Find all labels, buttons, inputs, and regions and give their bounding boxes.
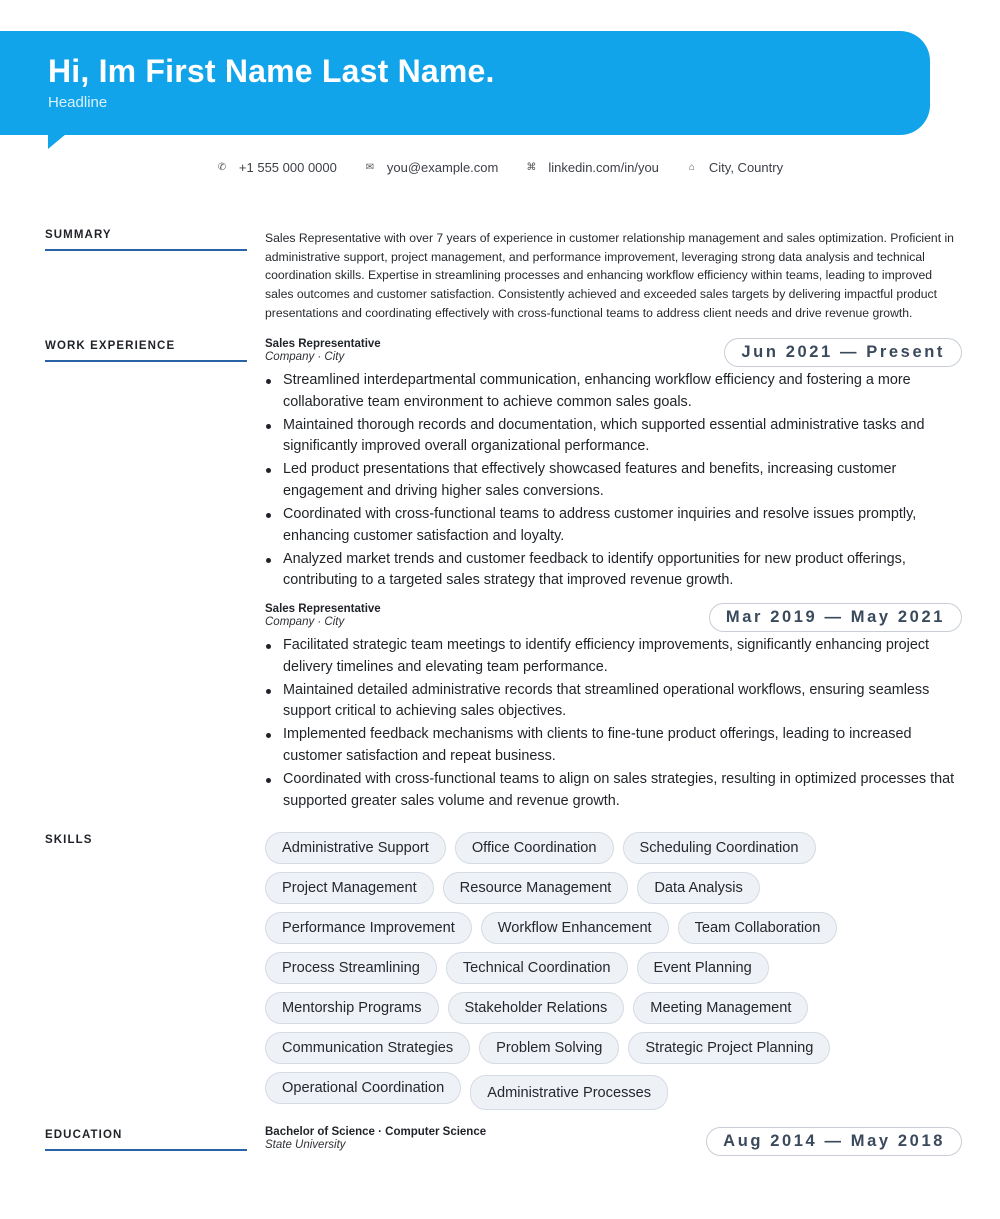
contact-linkedin-text: linkedin.com/in/you (548, 159, 659, 175)
contact-phone[interactable] (217, 158, 337, 176)
skill-chip: Project Management (265, 872, 434, 904)
skill-chip: Stakeholder Relations (448, 992, 625, 1024)
page-title: Hi, Im First Name Last Name. (48, 53, 495, 89)
skill-chip: Event Planning (637, 952, 769, 984)
education-school: State University (265, 1139, 346, 1151)
skill-chip: Strategic Project Planning (628, 1032, 830, 1064)
list-item: Coordinated with cross-functional teams to address customer inquiries and resolve issues promptly, enhancing customer satisfaction and loyalty. (265, 504, 962, 547)
contact-phone-text: +1 555 000 0000 (238, 159, 337, 175)
contact-location-text: City, Country (708, 159, 784, 175)
skill-row (265, 1032, 965, 1064)
skill-chip: Mentorship Programs (265, 992, 439, 1024)
skill-chip: Scheduling Coordination (623, 832, 816, 864)
skill-chip: Technical Coordination (446, 952, 628, 984)
skill-row (265, 1072, 965, 1104)
contact-linkedin[interactable] (526, 158, 659, 176)
skill-chip: Process Streamlining (265, 952, 437, 984)
skill-chip: Workflow Enhancement (481, 912, 669, 944)
skill-chip: Operational Coordination (265, 1072, 461, 1104)
job-dates-badge: Mar 2019 — May 2021 (709, 603, 962, 632)
list-item: Maintained thorough records and documentation, which supported essential administrative tasks and significantly improved overall organizational performance. (265, 415, 962, 458)
skill-chip: Performance Improvement (265, 912, 472, 944)
section-education-label: EDUCATION (45, 1129, 247, 1151)
header-banner (0, 31, 930, 135)
job-entry (265, 338, 962, 593)
link-icon: ⌘ (526, 161, 537, 173)
job-bullets (265, 635, 962, 812)
skills-list (265, 832, 965, 1112)
phone-icon: ✆ (217, 161, 227, 173)
job-title: Sales Representative (265, 603, 381, 615)
skill-chip: Office Coordination (455, 832, 614, 864)
mail-icon: ✉ (365, 161, 375, 173)
job-dates-badge: Jun 2021 — Present (724, 338, 962, 367)
skill-row (265, 872, 965, 904)
section-summary-label: SUMMARY (45, 229, 247, 251)
job-company: Company · City (265, 351, 345, 363)
contact-location (687, 158, 783, 176)
skill-chip: Resource Management (443, 872, 629, 904)
job-company: Company · City (265, 616, 345, 628)
skill-chip: Meeting Management (633, 992, 808, 1024)
summary-text: Sales Representative with over 7 years of experience in customer relationship management and sales optimization. Proficient in administrative support, project management, and performance improvement, leveraging strong data analysis and technical coordination skills. Expertise in streamlining processes and enhancing workflow efficiency within teams, leading to improved sales outcomes and customer satisfaction. Consistently achieved and exceeded sales targets by delivering impactful product presentations and coordinating effectively with cross-functional teams to address client needs and drive revenue growth. (265, 231, 954, 320)
skill-chip: Communication Strategies (265, 1032, 470, 1064)
education-dates-badge: Aug 2014 — May 2018 (706, 1127, 962, 1156)
header-tail (48, 134, 66, 149)
list-item: Streamlined interdepartmental communication, enhancing workflow efficiency and fostering a more collaborative team environment to achieve common sales goals. (265, 370, 962, 413)
skill-row (265, 952, 965, 984)
skill-row (265, 832, 965, 864)
home-icon: ⌂ (688, 161, 695, 173)
list-item: Implemented feedback mechanisms with clients to fine-tune product offerings, leading to increased customer satisfaction and repeat business. (265, 724, 962, 767)
job-bullets (265, 370, 962, 592)
list-item: Led product presentations that effectively showcased features and benefits, increasing customer engagement and driving higher sales conversions. (265, 459, 962, 502)
job-entry (265, 603, 962, 814)
contact-email[interactable] (365, 158, 498, 176)
skill-chip: Administrative Processes (470, 1075, 668, 1110)
contact-email-text: you@example.com (386, 159, 499, 175)
education-entry (265, 1126, 962, 1152)
section-work-label: WORK EXPERIENCE (45, 340, 247, 362)
job-title: Sales Representative (265, 338, 381, 350)
skill-row (265, 992, 965, 1024)
education-degree: Bachelor of Science · Computer Science (265, 1126, 487, 1138)
list-item: Facilitated strategic team meetings to identify efficiency improvements, significantly enhancing project delivery timelines and elevating team performance. (265, 635, 962, 678)
list-item: Coordinated with cross-functional teams to align on sales strategies, resulting in optimized processes that supported greater sales volume and revenue growth. (265, 769, 962, 812)
section-skills-label: SKILLS (45, 834, 93, 846)
skill-chip: Administrative Support (265, 832, 446, 864)
list-item: Maintained detailed administrative records that streamlined operational workflows, ensuring seamless support critical to achieving sales objectives. (265, 680, 962, 723)
contact-bar (0, 158, 1000, 176)
skill-chip: Team Collaboration (678, 912, 838, 944)
skill-row (265, 912, 965, 944)
skill-chip: Data Analysis (637, 872, 759, 904)
skill-chip: Problem Solving (479, 1032, 619, 1064)
list-item: Analyzed market trends and customer feedback to identify opportunities for new product offerings, contributing to a targeted sales strategy that improved revenue growth. (265, 549, 962, 592)
headline: Headline (48, 94, 108, 111)
